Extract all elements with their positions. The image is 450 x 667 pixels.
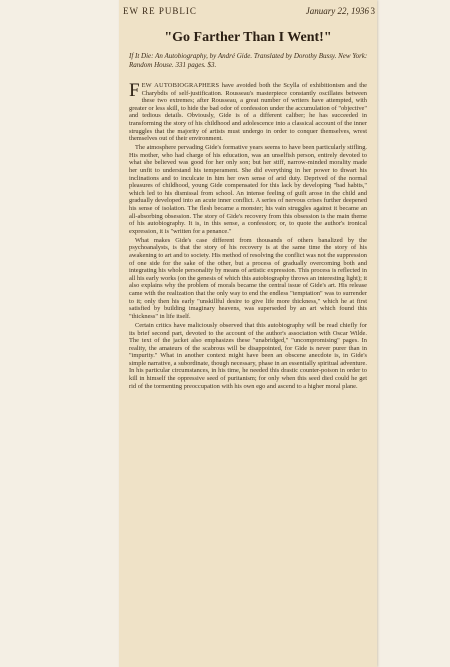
publication-name: EW RE PUBLIC [123,6,197,16]
newspaper-clipping [119,0,377,667]
review-title: "Go Farther Than I Went!" [164,30,332,45]
issue-date: January 22, 1936 [305,6,369,16]
lead-in: EW AUTOBIOGRAPHERS [141,82,220,89]
paragraph-1 [129,82,367,143]
book-citation: If It Die: An Autobiography, by André Gide. Translated by Dorothy Bussy. New York: Random House. 331 pages. $3. [129,52,368,69]
review-body [129,82,367,392]
drop-cap: F [129,80,140,101]
paragraph-2: The atmosphere pervading Gide's formative years seems to have been particularly stifling. His mother, who had charge of his education, was an unselfish person, entirely devoted to what she believed was good for her only son; but her stiff, narrow-minded morality made her unfit to understand his temperament. She did everything in her power to thwart his inclinations and to inculcate in him her own sense of arid duty. Deprived of the normal pleasures of childhood, young Gide compensated for this lack by developing "bad habits," which led to his dismissal from school. An intense feeling of guilt arose in the child and gradually developed into an acute inner conflict. A series of nervous crises further deepened his sense of isolation. The flesh became a monster; his vain struggles against it became an all-absorbing obsession. The story of Gide's recovery from this obsession is the main theme of his autobiography. It is, in this sense, a confession; or, to quote the author's ironical expression, it is "written for a penance." [129,144,367,235]
masthead [123,6,373,20]
paragraph-1-text: have avoided both the Scylla of exhibitionism and the Charybdis of self-justification. Rousseau's masterpiece constantly oscillates between these two extremes; after Rousseau, a great number of writers have attempted, with greater or less skill, to hide the bad odor of confession under the accumulation of "objective" and tedious details. Obviously, Gide is of a different caliber; he has succeeded in transforming the story of his childhood and adolescence into a classical account of the inner struggles that the majority of artists must undergo in order to conquer themselves, wrest themselves out of their environment. [129,82,368,143]
paragraph-3: What makes Gide's case different from thousands of others banalized by the psychoanalysts, is that the story of his recovery is at the same time the story of his awakening to art and to society. His method of resolving the conflict was not the suppression of one side for the sake of the other, but a process of gradually overcoming both and integrating his whole personality by means of artistic expression. This process is reflected in all his early works (on the genesis of which this autobiography throws an interesting light); it also explains why the problem of morals became the central issue of Gide's art. His release came with the realization that the only way to end the endless "temptation" was to surrender to it; only then his early "unskillful desire to give life more thickness," which he at first satisfied by building imaginary heavens, was superseded by an art which found this "thickness" in life itself. [129,236,368,320]
page-number: 3 [370,6,375,16]
paragraph-4: Certain critics have maliciously observed that this autobiography will be read chiefly for its brief second part, devoted to the account of the author's association with Oscar Wilde. The text of the jacket also emphasizes these "unabridged," "uncompromising" pages. In reality, the amateurs of the scabrous will be disappointed, for Gide is never purer than in "impurity." What in another context might have been an obscene anecdote is, in Gide's simple narrative, a subordinate, though necessary, phase in an essentially spiritual adventure. In his particular circumstances, in his time, he needed this drastic counter-poison in order to kill in himself the oppressive seed of puritanism; for only when this seed died could he get rid of the tormenting preoccupation with his own ego and ascend to a higher moral plane. [129,321,367,390]
